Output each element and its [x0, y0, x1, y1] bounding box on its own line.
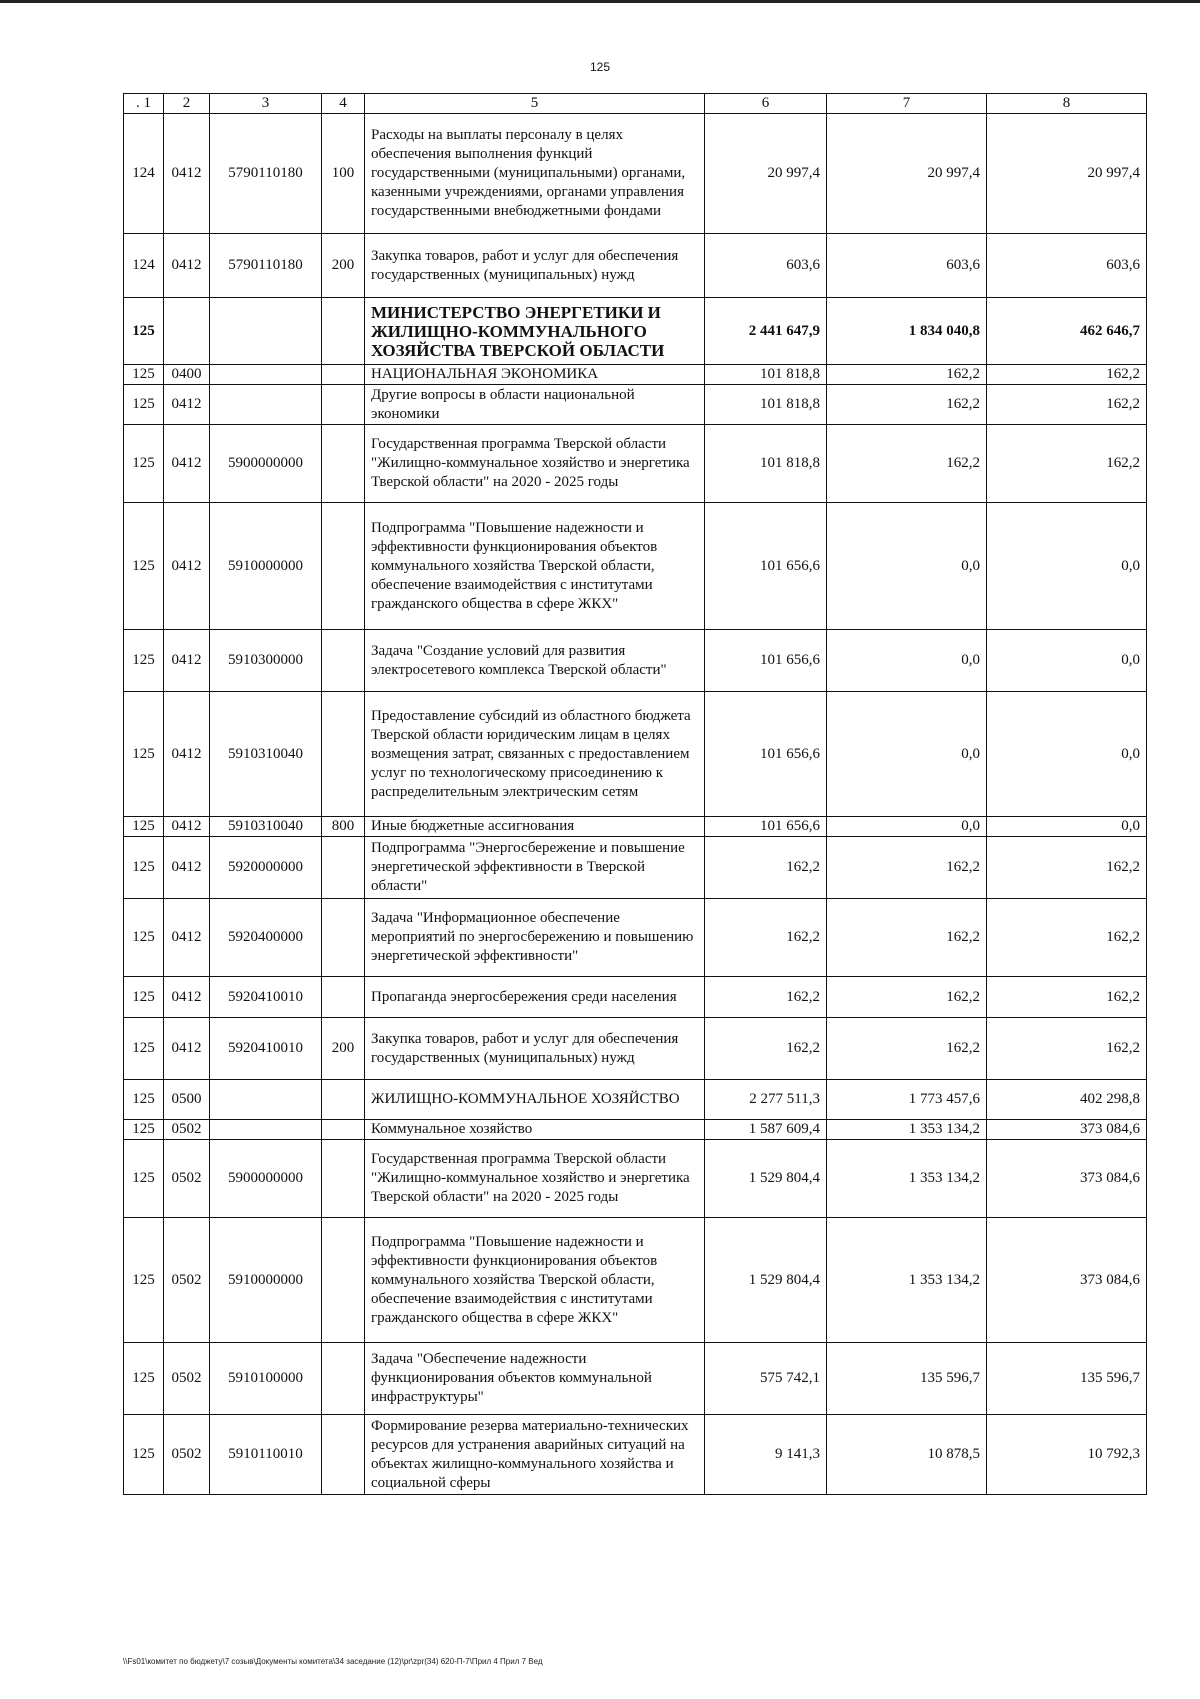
amount-cell: 162,2: [987, 425, 1147, 503]
table-row: [124, 385, 1147, 425]
amount-cell: 162,2: [987, 977, 1147, 1018]
amount-cell: 20 997,4: [705, 114, 827, 234]
section-cell: 0412: [164, 630, 210, 692]
name-cell: НАЦИОНАЛЬНАЯ ЭКОНОМИКА: [365, 365, 705, 385]
column-header: 5: [365, 94, 705, 114]
target-article-cell: 5900000000: [210, 425, 322, 503]
section-cell: 0500: [164, 1080, 210, 1120]
amount-cell: 373 084,6: [987, 1120, 1147, 1140]
amount-cell: 2 277 511,3: [705, 1080, 827, 1120]
column-header: . 1: [124, 94, 164, 114]
amount-cell: 1 353 134,2: [827, 1218, 987, 1343]
code-cell: 125: [124, 1415, 164, 1495]
expense-type-cell: [322, 977, 365, 1018]
amount-cell: 162,2: [827, 899, 987, 977]
expense-type-cell: [322, 298, 365, 365]
target-article-cell: 5910310040: [210, 692, 322, 817]
amount-cell: 162,2: [987, 899, 1147, 977]
code-cell: 125: [124, 385, 164, 425]
expense-type-cell: [322, 1120, 365, 1140]
amount-cell: 402 298,8: [987, 1080, 1147, 1120]
table-row: [124, 1218, 1147, 1343]
amount-cell: 101 656,6: [705, 630, 827, 692]
page-number: 125: [589, 60, 611, 74]
amount-cell: 1 353 134,2: [827, 1120, 987, 1140]
name-cell: Задача "Создание условий для развития электросетевого комплекса Тверской области": [365, 630, 705, 692]
name-cell: Государственная программа Тверской области "Жилищно-коммунальное хозяйство и энергетика Тверской области" на 2020 - 2025 годы: [365, 1140, 705, 1218]
section-cell: 0412: [164, 385, 210, 425]
table-row: [124, 1018, 1147, 1080]
target-article-cell: 5910100000: [210, 1343, 322, 1415]
table-row: [124, 837, 1147, 899]
code-cell: 125: [124, 365, 164, 385]
code-cell: 125: [124, 298, 164, 365]
expense-type-cell: [322, 899, 365, 977]
name-cell: Расходы на выплаты персоналу в целях обеспечения выполнения функций государственными (муниципальными) органами, казенными учреждениями, органами управления государственными внебюджетными фондами: [365, 114, 705, 234]
name-cell: Задача "Обеспечение надежности функционирования объектов коммунальной инфраструктуры": [365, 1343, 705, 1415]
amount-cell: 1 353 134,2: [827, 1140, 987, 1218]
expense-type-cell: [322, 385, 365, 425]
code-cell: 124: [124, 234, 164, 298]
code-cell: 125: [124, 1140, 164, 1218]
name-cell: Подпрограмма "Повышение надежности и эффективности функционирования объектов коммунального хозяйства Тверской области, обеспечение взаимодействия с институтами гражданского общества в сфере ЖКХ": [365, 503, 705, 630]
amount-cell: 0,0: [827, 630, 987, 692]
amount-cell: 1 773 457,6: [827, 1080, 987, 1120]
expense-type-cell: 200: [322, 234, 365, 298]
code-cell: 125: [124, 899, 164, 977]
amount-cell: 373 084,6: [987, 1140, 1147, 1218]
code-cell: 125: [124, 425, 164, 503]
section-cell: 0412: [164, 503, 210, 630]
column-header: 4: [322, 94, 365, 114]
amount-cell: 373 084,6: [987, 1218, 1147, 1343]
amount-cell: 0,0: [827, 817, 987, 837]
amount-cell: 162,2: [987, 837, 1147, 899]
name-cell: Иные бюджетные ассигнования: [365, 817, 705, 837]
target-article-cell: 5790110180: [210, 234, 322, 298]
section-cell: 0502: [164, 1140, 210, 1218]
table-row: [124, 1140, 1147, 1218]
name-cell: ЖИЛИЩНО-КОММУНАЛЬНОЕ ХОЗЯЙСТВО: [365, 1080, 705, 1120]
table-row: [124, 1080, 1147, 1120]
amount-cell: 10 878,5: [827, 1415, 987, 1495]
target-article-cell: 5910300000: [210, 630, 322, 692]
amount-cell: 101 656,6: [705, 817, 827, 837]
amount-cell: 2 441 647,9: [705, 298, 827, 365]
name-cell: Коммунальное хозяйство: [365, 1120, 705, 1140]
amount-cell: 162,2: [987, 385, 1147, 425]
table-row: [124, 365, 1147, 385]
expense-type-cell: [322, 1140, 365, 1218]
amount-cell: 101 818,8: [705, 385, 827, 425]
amount-cell: 603,6: [827, 234, 987, 298]
target-article-cell: [210, 298, 322, 365]
target-article-cell: [210, 1120, 322, 1140]
name-cell: Пропаганда энергосбережения среди населения: [365, 977, 705, 1018]
amount-cell: 101 818,8: [705, 425, 827, 503]
target-article-cell: [210, 1080, 322, 1120]
code-cell: 125: [124, 817, 164, 837]
section-cell: 0412: [164, 1018, 210, 1080]
amount-cell: 162,2: [827, 837, 987, 899]
amount-cell: 135 596,7: [987, 1343, 1147, 1415]
amount-cell: 0,0: [987, 817, 1147, 837]
target-article-cell: 5920400000: [210, 899, 322, 977]
section-cell: 0412: [164, 977, 210, 1018]
section-cell: 0412: [164, 425, 210, 503]
column-header: 6: [705, 94, 827, 114]
table-row: [124, 1415, 1147, 1495]
table-row: [124, 234, 1147, 298]
code-cell: 125: [124, 1218, 164, 1343]
section-cell: 0400: [164, 365, 210, 385]
target-article-cell: 5920410010: [210, 977, 322, 1018]
code-cell: 125: [124, 1080, 164, 1120]
expense-type-cell: [322, 692, 365, 817]
target-article-cell: 5920000000: [210, 837, 322, 899]
target-article-cell: 5900000000: [210, 1140, 322, 1218]
amount-cell: 1 529 804,4: [705, 1218, 827, 1343]
code-cell: 125: [124, 837, 164, 899]
budget-table: [123, 93, 1147, 1495]
expense-type-cell: [322, 630, 365, 692]
target-article-cell: 5790110180: [210, 114, 322, 234]
section-cell: 0502: [164, 1415, 210, 1495]
name-cell: Закупка товаров, работ и услуг для обеспечения государственных (муниципальных) нужд: [365, 234, 705, 298]
name-cell: Закупка товаров, работ и услуг для обеспечения государственных (муниципальных) нужд: [365, 1018, 705, 1080]
target-article-cell: 5910000000: [210, 1218, 322, 1343]
column-header: 7: [827, 94, 987, 114]
section-cell: 0412: [164, 899, 210, 977]
section-cell: 0412: [164, 692, 210, 817]
code-cell: 125: [124, 1018, 164, 1080]
amount-cell: 162,2: [705, 1018, 827, 1080]
column-header: 8: [987, 94, 1147, 114]
expense-type-cell: [322, 1218, 365, 1343]
table-row: [124, 503, 1147, 630]
section-cell: 0412: [164, 837, 210, 899]
amount-cell: 162,2: [987, 365, 1147, 385]
table-row: [124, 817, 1147, 837]
amount-cell: 0,0: [987, 692, 1147, 817]
amount-cell: 575 742,1: [705, 1343, 827, 1415]
target-article-cell: 5910000000: [210, 503, 322, 630]
column-header: 2: [164, 94, 210, 114]
table-row: [124, 630, 1147, 692]
code-cell: 125: [124, 630, 164, 692]
target-article-cell: 5910310040: [210, 817, 322, 837]
section-cell: [164, 298, 210, 365]
section-cell: 0502: [164, 1120, 210, 1140]
amount-cell: 1 529 804,4: [705, 1140, 827, 1218]
table-row: [124, 298, 1147, 365]
code-cell: 125: [124, 1120, 164, 1140]
amount-cell: 162,2: [705, 977, 827, 1018]
table-row: [124, 1120, 1147, 1140]
table-body: [124, 94, 1147, 1495]
section-cell: 0412: [164, 234, 210, 298]
expense-type-cell: [322, 365, 365, 385]
name-cell: Подпрограмма "Энергосбережение и повышение энергетической эффективности в Тверской области": [365, 837, 705, 899]
expense-type-cell: [322, 1080, 365, 1120]
expense-type-cell: 800: [322, 817, 365, 837]
table-row: [124, 977, 1147, 1018]
name-cell: Подпрограмма "Повышение надежности и эффективности функционирования объектов коммунального хозяйства Тверской области, обеспечение взаимодействия с институтами гражданского общества в сфере ЖКХ": [365, 1218, 705, 1343]
expense-type-cell: [322, 1343, 365, 1415]
expense-type-cell: 200: [322, 1018, 365, 1080]
table-row: [124, 114, 1147, 234]
amount-cell: 135 596,7: [827, 1343, 987, 1415]
code-cell: 124: [124, 114, 164, 234]
amount-cell: 162,2: [705, 899, 827, 977]
code-cell: 125: [124, 503, 164, 630]
section-cell: 0502: [164, 1343, 210, 1415]
amount-cell: 162,2: [827, 425, 987, 503]
amount-cell: 1 587 609,4: [705, 1120, 827, 1140]
amount-cell: 162,2: [705, 837, 827, 899]
expense-type-cell: 100: [322, 114, 365, 234]
amount-cell: 0,0: [987, 630, 1147, 692]
name-cell: Задача "Информационное обеспечение мероприятий по энергосбережению и повышению энергетической эффективности": [365, 899, 705, 977]
amount-cell: 101 656,6: [705, 503, 827, 630]
amount-cell: 20 997,4: [827, 114, 987, 234]
code-cell: 125: [124, 692, 164, 817]
amount-cell: 9 141,3: [705, 1415, 827, 1495]
section-cell: 0502: [164, 1218, 210, 1343]
expense-type-cell: [322, 425, 365, 503]
amount-cell: 162,2: [827, 385, 987, 425]
amount-cell: 603,6: [705, 234, 827, 298]
amount-cell: 462 646,7: [987, 298, 1147, 365]
target-article-cell: 5920410010: [210, 1018, 322, 1080]
section-cell: 0412: [164, 817, 210, 837]
code-cell: 125: [124, 977, 164, 1018]
target-article-cell: [210, 365, 322, 385]
target-article-cell: 5910110010: [210, 1415, 322, 1495]
table-row: [124, 425, 1147, 503]
expense-type-cell: [322, 503, 365, 630]
column-header: 3: [210, 94, 322, 114]
name-cell: Другие вопросы в области национальной экономики: [365, 385, 705, 425]
name-cell: МИНИСТЕРСТВО ЭНЕРГЕТИКИ И ЖИЛИЩНО-КОММУНАЛЬНОГО ХОЗЯЙСТВА ТВЕРСКОЙ ОБЛАСТИ: [365, 298, 705, 365]
amount-cell: 20 997,4: [987, 114, 1147, 234]
table-row: [124, 692, 1147, 817]
name-cell: Формирование резерва материально-технических ресурсов для устранения аварийных ситуаций на объектах жилищно-коммунального хозяйства и социальной сферы: [365, 1415, 705, 1495]
footer-file-path: \\Fs01\комитет по бюджету\7 созыв\Документы комитета\34 заседание (12)\pr\zpr(34) 620-П-7\Прил 4 Прил 7 Вед: [123, 1657, 543, 1666]
name-cell: Государственная программа Тверской области "Жилищно-коммунальное хозяйство и энергетика Тверской области" на 2020 - 2025 годы: [365, 425, 705, 503]
amount-cell: 162,2: [827, 977, 987, 1018]
amount-cell: 101 656,6: [705, 692, 827, 817]
table-row: [124, 1343, 1147, 1415]
table-row: [124, 899, 1147, 977]
code-cell: 125: [124, 1343, 164, 1415]
amount-cell: 1 834 040,8: [827, 298, 987, 365]
amount-cell: 0,0: [987, 503, 1147, 630]
amount-cell: 0,0: [827, 503, 987, 630]
amount-cell: 10 792,3: [987, 1415, 1147, 1495]
amount-cell: 162,2: [827, 1018, 987, 1080]
amount-cell: 101 818,8: [705, 365, 827, 385]
target-article-cell: [210, 385, 322, 425]
top-rule: [0, 0, 1200, 3]
header-row: [124, 94, 1147, 114]
amount-cell: 162,2: [987, 1018, 1147, 1080]
name-cell: Предоставление субсидий из областного бюджета Тверской области юридическим лицам в целях возмещения затрат, связанных с предоставлением услуг по технологическому присоединению к распределительным электрическим сетям: [365, 692, 705, 817]
section-cell: 0412: [164, 114, 210, 234]
expense-type-cell: [322, 837, 365, 899]
expense-type-cell: [322, 1415, 365, 1495]
amount-cell: 0,0: [827, 692, 987, 817]
amount-cell: 162,2: [827, 365, 987, 385]
amount-cell: 603,6: [987, 234, 1147, 298]
